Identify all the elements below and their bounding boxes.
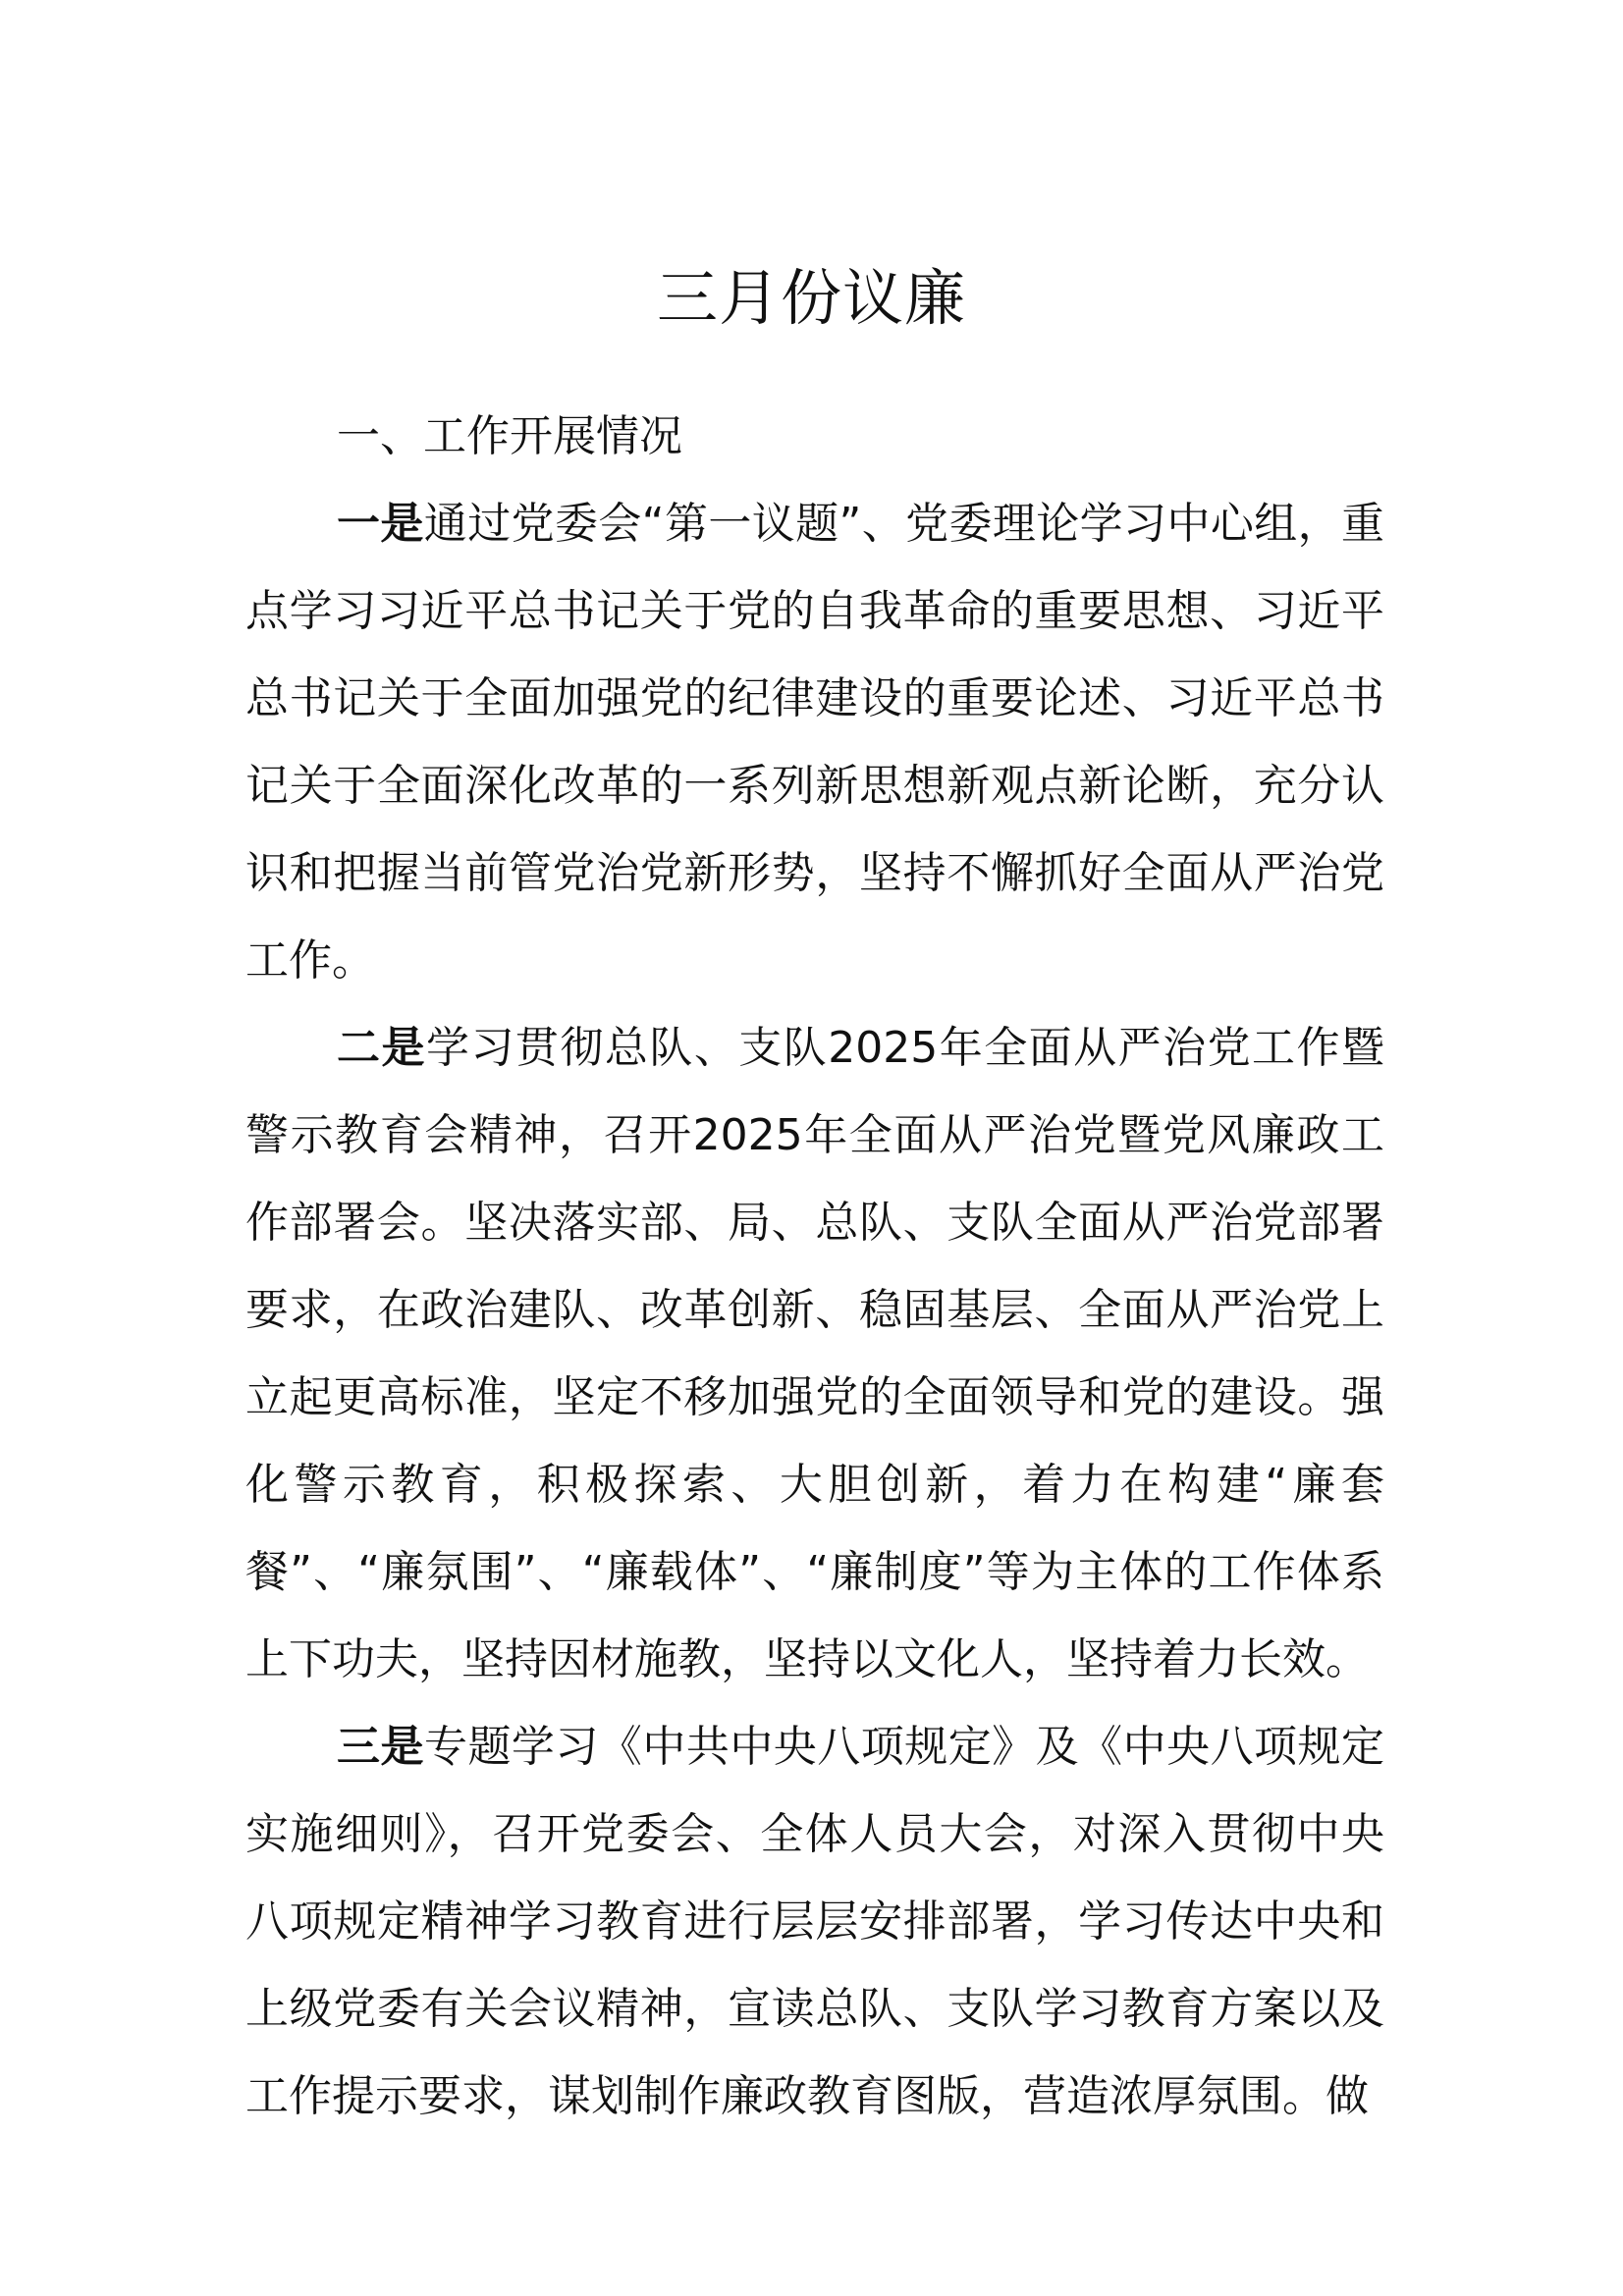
section-heading: 一、工作开展情况	[337, 411, 682, 461]
paragraph-3-text: 专题学习《中共中央八项规定》及《中央八项规定实施细则》，召开党委会、全体人员大会，对深入贯彻中央八项规定精神学习教育进行层层安排部署，学习传达中央和上级党委有关会议精神，宣读总队、支队学习教育方案以及工作提示要求，谋划制作廉政教育图版，营造浓厚氛围。做	[245, 1722, 1385, 2121]
paragraph-2	[245, 1004, 1384, 1703]
document-body	[245, 393, 1384, 2140]
paragraph-1-lead: 一是	[337, 499, 424, 549]
paragraph-1-text: 通过党委会“第一议题”、党委理论学习中心组，重点学习习近平总书记关于党的自我革命的重要思想、习近平总书记关于全面加强党的纪律建设的重要论述、习近平总书记关于全面深化改革的一系列新思想新观点新论断，充分认识和把握当前管党治党新形势，坚持不懈抓好全面从严治党工作。	[245, 499, 1385, 986]
paragraph-2-text: 学习贯彻总队、支队2025年全面从严治党工作暨警示教育会精神，召开2025年全面从严治党暨党风廉政工作部署会。坚决落实部、局、总队、支队全面从严治党部署要求，在政治建队、改革创新、稳固基层、全面从严治党上立起更高标准，坚定不移加强党的全面领导和党的建设。强化警示教育，积极探索、大胆创新，着力在构建“廉套餐”、“廉氛围”、“廉载体”、“廉制度”等为主体的工作体系上下功夫，坚持因材施教，坚持以文化人，坚持着力长效。	[245, 1023, 1385, 1684]
paragraph-3-lead: 三是	[337, 1722, 424, 1772]
paragraph-1	[245, 480, 1384, 1004]
document-title: 三月份议廉	[656, 261, 966, 334]
paragraph-2-lead: 二是	[337, 1023, 426, 1073]
paragraph-3	[245, 1703, 1384, 2140]
